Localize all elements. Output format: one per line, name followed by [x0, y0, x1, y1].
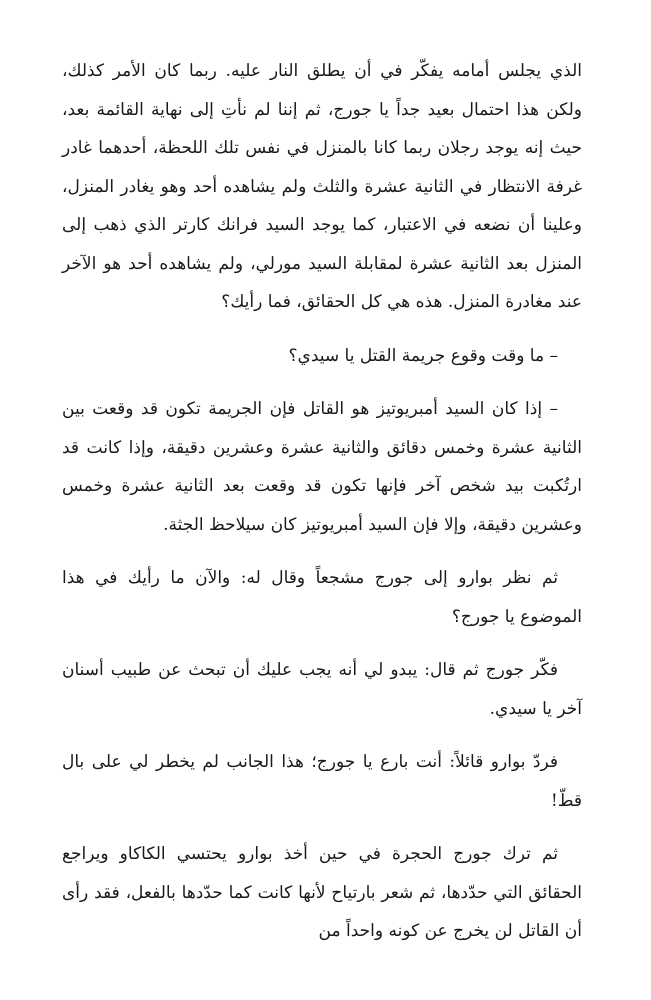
paragraph-5: فكّر جورج ثم قال: يبدو لي أنه يجب عليك أن تبحث عن طبيب أسنان آخر يا سيدي. — [62, 660, 582, 719]
paragraph-1: الذي يجلس أمامه يفكّر في أن يطلق النار عليه. ربما كان الأمر كذلك، ولكن هذا احتمال بعيد جداً يا جورج، ثم إننا لم نأتِ إلى نهاية القائمة بعد، حيث إنه يوجد رجلان ربما كانا بالمنزل في نفس تلك اللحظة، أحدهما غادر غرفة الانتظار في الثانية عشرة والثلث ولم يشاهده أحد وهو يغادر المنزل، وعلينا أن نضعه في الاعتبار، كما يوجد السيد فرانك كارتر الذي ذهب إلى المنزل بعد الثانية عشرة لمقابلة السيد مورلي، ولم يشاهده أحد هو الآخر عند مغادرة المنزل. هذه هي كل الحقائق، فما رأيك؟ — [62, 61, 582, 312]
paragraph-2: – ما وقت وقوع جريمة القتل يا سيدي؟ — [288, 345, 558, 366]
paragraph-6: فردّ بوارو قائلاً: أنت بارع يا جورج؛ هذا الجانب لم يخطر لي على بال قطّ! — [62, 752, 582, 811]
paragraph-4: ثم نظر بوارو إلى جورج مشجعاً وقال له: والآن ما رأيك في هذا الموضوع يا جورج؟ — [62, 568, 582, 627]
book-page — [62, 52, 582, 966]
paragraph-7: ثم ترك جورج الحجرة في حين أخذ بوارو يحتسي الكاكاو ويراجع الحقائق التي حدّدها، ثم شعر بارتياح لأنها كانت كما حدّدها بالفعل، فقد رأى أن القاتل لن يخرج عن كونه واحداً من — [62, 844, 582, 941]
paragraph-3: – إذا كان السيد أمبريوتيز هو القاتل فإن الجريمة تكون قد وقعت بين الثانية عشرة وخمس دقائق والثانية عشرة وعشرين دقيقة، وإذا كانت قد ارتُكبت بيد شخص آخر فإنها تكون قد وقعت بعد الثانية عشرة وخمس وعشرين دقيقة، وإلا فإن السيد أمبريوتيز كان سيلاحظ الجثة. — [62, 399, 582, 535]
